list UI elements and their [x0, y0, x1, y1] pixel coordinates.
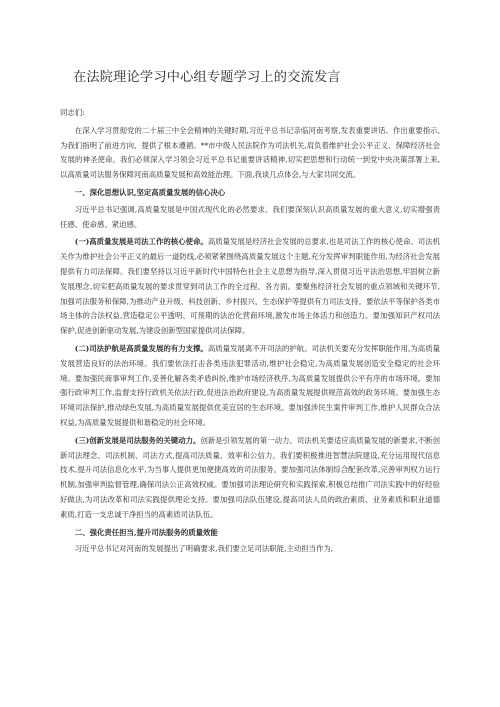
page-title: 在法院理论学习中心组专题学习上的交流发言	[73, 70, 341, 85]
point-2-lead: (二)司法护航是高质量发展的有力支撑。	[74, 343, 208, 353]
point-3-lead: (三)创新发展是司法服务的关键动力。	[74, 435, 201, 445]
point-3-body: 创新是引领发展的第一动力。司法机关要适应高质量发展的新要求,不断创新司法理念、司法机制、司法方式,提高司法质量、效率和公信力。我们要积极推进智慧法院建设,充分运用现代信息技术,提升司法信息化水平,为当事人提供更加便捷高效的司法服务。要加强司法体制综合配套改革,完善审判权力运行机制,加强审判监督管理,确保司法公正高效权威。要加强司法理论研究和实践探索,积极总结推广司法实践中的好经验好做法,为司法改革和司法实践提供理论支持。要加强司法队伍建设,提高司法人员的政治素质、业务素质和职业道德素质,打造一支忠诚干净担当的高素质司法队伍。	[60, 435, 440, 519]
section-1-heading: 一、深化思想认识,坚定高质量发展的信心决心	[74, 187, 226, 197]
point-1-body: 高质量发展是经济社会发展的总要求,也是司法工作的核心使命。司法机关作为维护社会公平正义的最后一道防线,必须紧紧围绕高质量发展这个主题,充分发挥审判职能作用,为经济社会发展提供有力司法保障。我们要坚持以习近平新时代中国特色社会主义思想为指导,深入贯彻习近平法治思想,牢固树立新发展理念,切实把高质量发展的要求贯穿到司法工作的全过程、各方面。要聚焦经济社会发展的重点领域和关键环节,加强司法服务和保障,为推动产业升级、科技创新、乡村振兴、生态保护等提供有力司法支持。要依法平等保护各类市场主体的合法权益,营造稳定公平透明、可预期的法治化营商环境,激发市场主体活力和创造力。要加强知识产权司法保护,促进创新驱动发展,为建设创新型国家提供司法保障。	[60, 237, 440, 336]
point-1-lead: (一)高质量发展是司法工作的核心使命。	[74, 237, 208, 247]
section-1-point-2	[60, 342, 440, 431]
section-1-point-3	[60, 434, 440, 523]
point-2-body: 高质量发展离不开司法的护航。司法机关要充分发挥职能作用,为高质量发展营造良好的法治环境。我们要依法打击各类违法犯罪活动,维护社会稳定,为高质量发展创造安全稳定的社会环境。要加强民商事审判工作,妥善化解各类矛盾纠纷,维护市场经济秩序,为高质量发展提供公平有序的市场环境。要加强行政审判工作,监督支持行政机关依法行政,促进法治政府建设,为高质量发展提供规范高效的政务环境。要加强生态环境司法保护,推动绿色发展,为高质量发展提供优美宜居的生态环境。要加强涉民生案件审判工作,维护人民群众合法权益,为高质量发展提供和谐稳定的社会环境。	[60, 343, 440, 427]
section-1-point-1	[60, 235, 440, 339]
section-1-body: 习近平总书记强调,高质量发展是中国式现代化的必然要求。我们要深刻认识高质量发展的重大意义,切实增强责任感、使命感、紧迫感。	[60, 204, 440, 229]
section-2-heading: 二、强化责任担当,提升司法服务的质量效能	[74, 527, 218, 537]
salutation: 同志们:	[60, 108, 85, 117]
section-2-body: 习近平总书记对河南的发展提出了明确要求,我们要立足司法职能,主动担当作为,	[74, 544, 334, 554]
intro-paragraph: 在深入学习贯彻党的二十届三中全会精神的关键时期,习近平总书记亲临河南考察,发表重要讲话、作出重要指示,为我们指明了前进方向、提供了根本遵循。**市中级人民法院作为司法机关,肩负着维护社会公平正义、保障经济社会发展的神圣使命。我们必须深入学习领会习近平总书记重要讲话精神,切实把思想和行动统一到党中央决策部署上来,以高质量司法服务保障河南高质量发展和高效能治理。下面,我谈几点体会,与大家共同交流。	[60, 125, 440, 180]
